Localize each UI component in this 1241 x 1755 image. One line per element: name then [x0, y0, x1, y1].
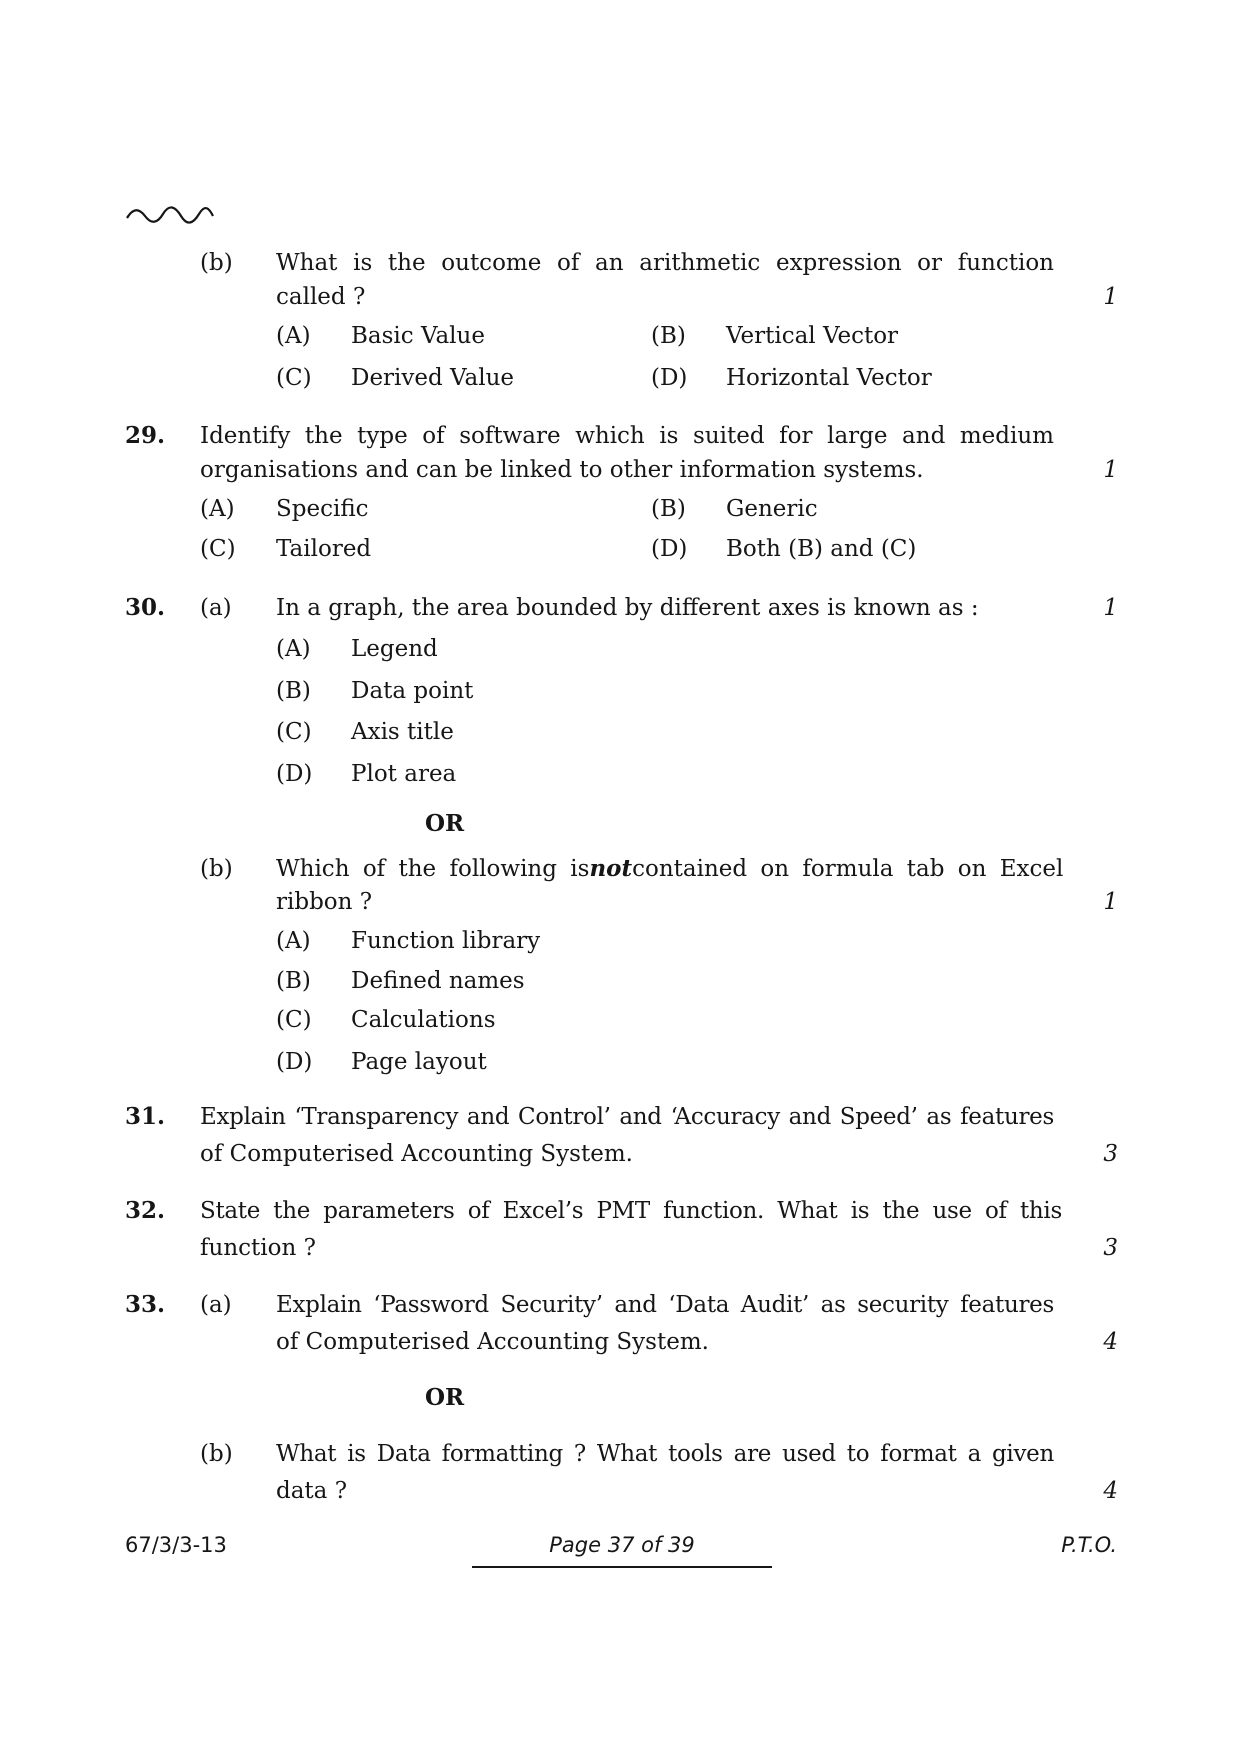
q30b-option-key-b: (B)	[276, 968, 311, 994]
q28b-text-line2: called ?	[276, 284, 366, 310]
q29-marks: 1	[1103, 457, 1118, 483]
q30a-option-key-b: (B)	[276, 678, 311, 704]
q30a-option-text-c: Axis title	[351, 719, 454, 745]
q30b-option-text-b: Defined names	[351, 968, 525, 994]
q28b-option-key-b: (B)	[651, 323, 686, 349]
q29-text-line1: Identify the type of software which is suited for large and medium	[200, 423, 1054, 449]
q30b-text-line2: ribbon ?	[276, 889, 373, 915]
q30b-option-text-c: Calculations	[351, 1007, 496, 1033]
q29-option-key-b: (B)	[651, 496, 686, 522]
q30a-option-text-a: Legend	[351, 636, 438, 662]
q33b-label: (b)	[200, 1441, 233, 1467]
q30b-option-key-d: (D)	[276, 1049, 313, 1075]
q28b-option-key-a: (A)	[276, 323, 311, 349]
q29-option-key-a: (A)	[200, 496, 235, 522]
q31-text-line1: Explain ‘Transparency and Control’ and ‘Accuracy and Speed’ as features	[200, 1104, 1054, 1130]
q29-option-text-c: Tailored	[276, 536, 372, 562]
q28b-option-key-c: (C)	[276, 365, 312, 391]
q32-number: 32.	[125, 1197, 166, 1224]
q33a-label: (a)	[200, 1292, 232, 1318]
q31-number: 31.	[125, 1103, 166, 1130]
q33b-marks: 4	[1103, 1478, 1118, 1504]
q31-marks: 3	[1103, 1141, 1118, 1167]
q30b-marks: 1	[1103, 889, 1118, 915]
q28b-label: (b)	[200, 250, 233, 276]
q31-text-line2: of Computerised Accounting System.	[200, 1141, 633, 1167]
paper-code: 67/3/3-13	[125, 1533, 227, 1557]
q30-number: 30.	[125, 594, 166, 621]
q33-or-separator: OR	[425, 1384, 465, 1411]
q33b-text-line1: What is Data formatting ? What tools are used to format a given	[276, 1441, 1054, 1467]
q28b-option-text-c: Derived Value	[351, 365, 515, 391]
page-number-underline	[472, 1566, 772, 1568]
page-number: Page 37 of 39	[549, 1533, 695, 1557]
q33b-text-line2: data ?	[276, 1478, 348, 1504]
q28b-option-text-d: Horizontal Vector	[726, 365, 932, 391]
q29-number: 29.	[125, 422, 166, 449]
q30b-label: (b)	[200, 856, 233, 882]
q33a-marks: 4	[1103, 1329, 1118, 1355]
q28b-marks: 1	[1103, 284, 1118, 310]
q30a-option-text-b: Data point	[351, 678, 474, 704]
q29-option-text-d: Both (B) and (C)	[726, 536, 917, 562]
q30-or-separator: OR	[425, 810, 465, 837]
q32-marks: 3	[1103, 1235, 1118, 1261]
q30b-option-text-a: Function library	[351, 928, 541, 954]
q28b-text-line1: What is the outcome of an arithmetic expression or function	[276, 250, 1054, 276]
wave-mark-icon	[125, 204, 215, 226]
q28b-option-text-b: Vertical Vector	[726, 323, 899, 349]
q30b-option-key-c: (C)	[276, 1007, 312, 1033]
q33a-text-line2: of Computerised Accounting System.	[276, 1329, 709, 1355]
q30a-label: (a)	[200, 595, 232, 621]
q30b-text-line1	[276, 855, 1064, 882]
q30b-option-text-d: Page layout	[351, 1049, 487, 1075]
q29-text-line2: organisations and can be linked to other information systems.	[200, 457, 924, 483]
q30b-text-emph: not	[589, 855, 633, 882]
q30a-option-text-d: Plot area	[351, 761, 457, 787]
q30a-option-key-d: (D)	[276, 761, 313, 787]
q29-option-key-c: (C)	[200, 536, 236, 562]
q30b-text-post: contained on formula tab on Excel	[632, 856, 1064, 882]
q30a-text: In a graph, the area bounded by different axes is known as :	[276, 595, 979, 621]
q30a-option-key-a: (A)	[276, 636, 311, 662]
pto-label: P.T.O.	[1061, 1533, 1117, 1557]
q30b-text-pre: Which of the following is	[276, 856, 590, 882]
q30a-marks: 1	[1103, 595, 1118, 621]
q30b-option-key-a: (A)	[276, 928, 311, 954]
q32-text-line2: function ?	[200, 1235, 316, 1261]
q33a-text-line1: Explain ‘Password Security’ and ‘Data Audit’ as security features	[276, 1292, 1054, 1318]
q29-option-text-b: Generic	[726, 496, 818, 522]
q28b-option-text-a: Basic Value	[351, 323, 485, 349]
q33-number: 33.	[125, 1291, 166, 1318]
q29-option-text-a: Specific	[276, 496, 369, 522]
q29-option-key-d: (D)	[651, 536, 688, 562]
q30a-option-key-c: (C)	[276, 719, 312, 745]
q28b-option-key-d: (D)	[651, 365, 688, 391]
q32-text-line1: State the parameters of Excel’s PMT function. What is the use of this	[200, 1198, 1062, 1224]
